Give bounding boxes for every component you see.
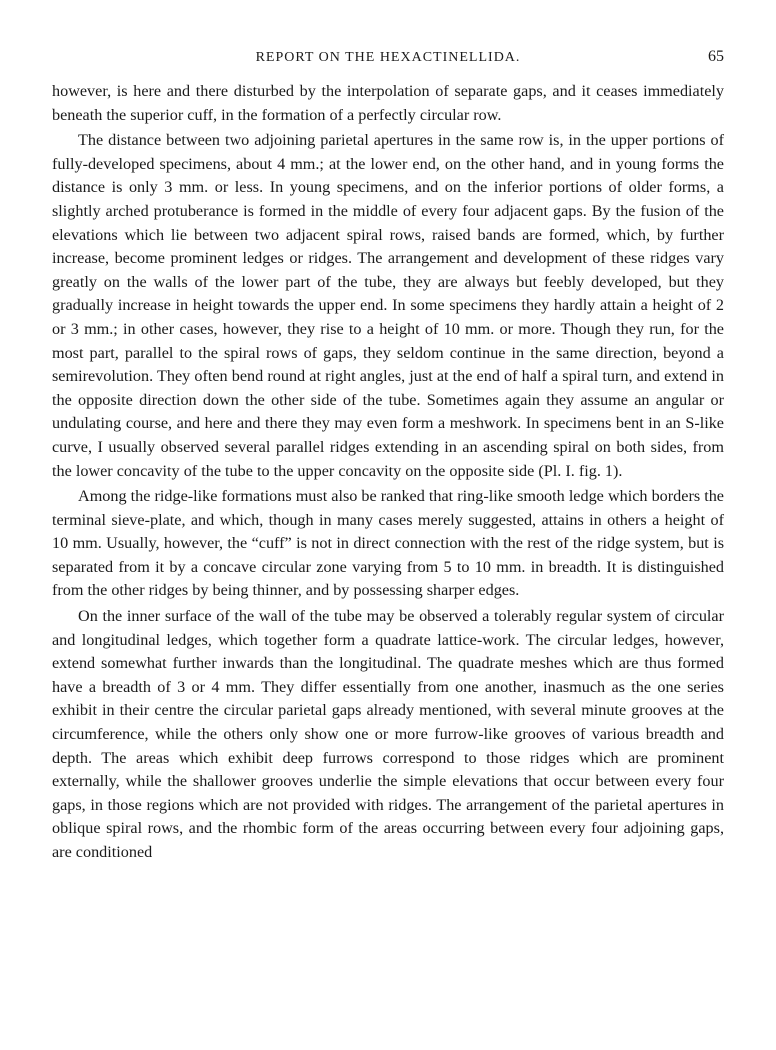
running-header (52, 44, 724, 70)
body-text (52, 80, 724, 865)
document-page (52, 44, 724, 865)
page-number: 65 (708, 48, 724, 65)
running-title: REPORT ON THE HEXACTINELLIDA. (255, 50, 521, 65)
paragraph-inner-surface: On the inner surface of the wall of the tube may be observed a tolerably regular system of circular and longitudinal ledges, which together form a quadrate lattice-work. The circular ledges, however, extend somewhat further inwards than the longitudinal. The quadrate meshes which are thus formed have a breadth of 3 or 4 mm. They differ essentially from one another, inasmuch as the one series exhibit in their centre the circular parietal gaps already mentioned, with several minute grooves at the circumference, while the others only show one or more furrow-like grooves of various breadth and depth. The areas which exhibit deep furrows correspond to those ridges which are prominent externally, while the shallower grooves underlie the simple elevations that occur between every four gaps, in those regions which are not provided with ridges. The arrangement of the parietal apertures in oblique spiral rows, and the rhombic form of the areas occurring between every four adjoining gaps, are conditioned (52, 607, 724, 861)
paragraph-continuation: however, is here and there disturbed by the interpolation of separate gaps, and it ceases immediately beneath the superior cuff, in the formation of a perfectly circular row. (52, 82, 724, 124)
paragraph-parietal-apertures: The distance between two adjoining parietal apertures in the same row is, in the upper portions of fully-developed specimens, about 4 mm.; at the lower end, on the other hand, and in young forms the distance is only 3 mm. or less. In young specimens, and on the inferior portions of older forms, a slightly arched protuberance is formed in the middle of every four adjacent gaps. By the fusion of the elevations which lie between two adjacent spiral rows, raised bands are formed, which, by further increase, become prominent ledges or ridges. The arrangement and development of these ridges vary greatly on the walls of the lower part of the tube, they are always but feebly developed, but they gradually increase in height towards the upper end. In some specimens they hardly attain a height of 2 or 3 mm.; in other cases, however, they rise to a height of 10 mm. or more. Though they run, for the most part, parallel to the spiral rows of gaps, they seldom continue in the same direction, beyond a semirevolution. They often bend round at right angles, just at the end of half a spiral turn, and extend in the opposite direction down the other side of the tube. Sometimes again they assume an angular or undulating course, and here and there they may even form a meshwork. In specimens bent in an S-like curve, I usually observed several parallel ridges extending in an ascending spiral on both sides, from the lower concavity of the tube to the upper concavity on the opposite side (Pl. I. fig. 1). (52, 131, 724, 480)
paragraph-ridge-formations: Among the ridge-like formations must also be ranked that ring-like smooth ledge which borders the terminal sieve-plate, and which, though in many cases merely suggested, attains in others a height of 10 mm. Usually, however, the “cuff” is not in direct connection with the rest of the ridge system, but is separated from it by a concave circular zone varying from 5 to 10 mm. in breadth. It is distinguished from the other ridges by being thinner, and by possessing sharper edges. (52, 487, 724, 600)
